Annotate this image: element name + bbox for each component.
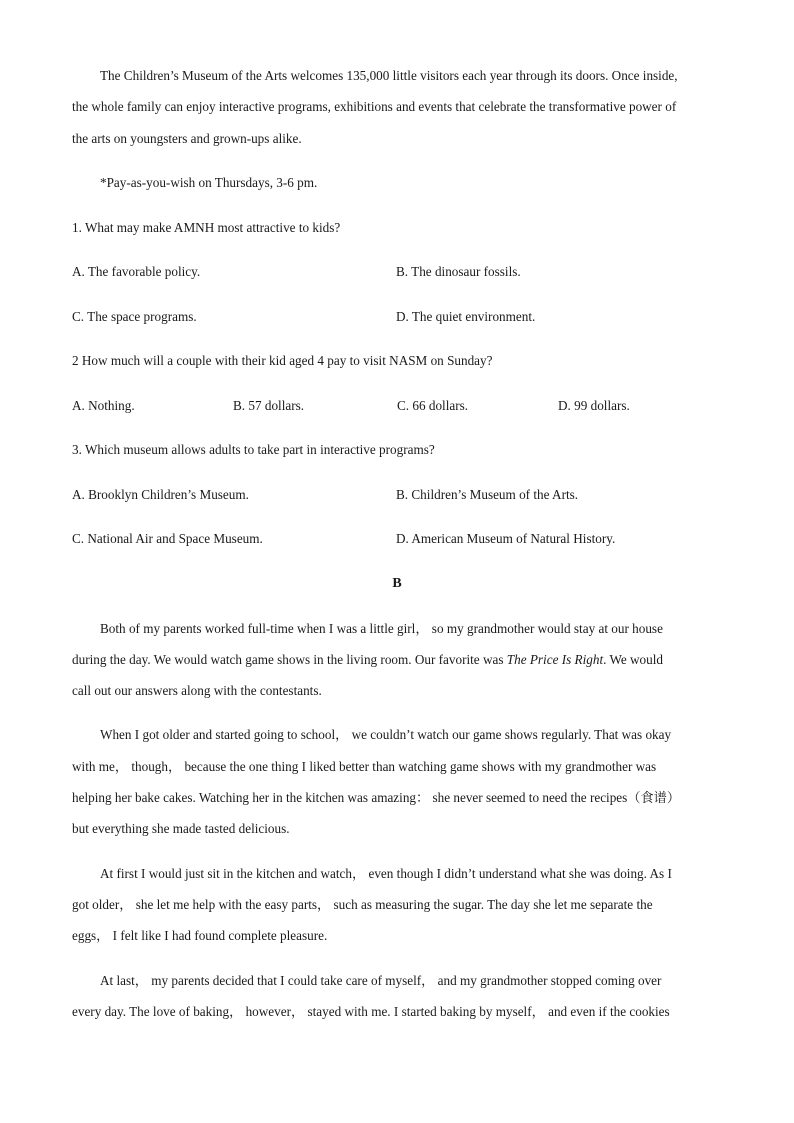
passage-b-p2-line-4: but everything she made tasted delicious. <box>72 821 290 836</box>
intro-line-2: the whole family can enjoy interactive programs, exhibitions and events that celebrate the transformative power of <box>72 99 677 114</box>
p1-line-2-start: during the day. We would watch game shows in the living room. Our favorite was <box>72 652 507 667</box>
passage-b-p4-line-1: At last， my parents decided that I could take care of myself， and my grandmother stopped coming over <box>100 973 662 988</box>
passage-b-p1-line-2 <box>72 652 663 668</box>
passage-b-p3-line-2: got older， she let me help with the easy parts， such as measuring the sugar. The day she let me separate the <box>72 897 653 912</box>
passage-b-p2-line-1: When I got older and started going to school， we couldn’t watch our game shows regularly. That was okay <box>100 727 672 742</box>
passage-b-p3-line-3: eggs， I felt like I had found complete pleasure. <box>72 928 328 943</box>
passage-b-p2-line-3: helping her bake cakes. Watching her in the kitchen was amazing： she never seemed to need the recipes（食谱） <box>72 790 681 805</box>
question-1-option-b: B. The dinosaur fossils. <box>396 264 521 279</box>
question-2-option-c: C. 66 dollars. <box>397 398 469 413</box>
question-1-option-d: D. The quiet environment. <box>396 309 536 324</box>
intro-line-1: The Children’s Museum of the Arts welcomes 135,000 little visitors each year through its doors. Once inside, <box>100 68 678 83</box>
passage-b-p1-line-1: Both of my parents worked full-time when I was a little girl， so my grandmother would stay at our house <box>100 621 663 636</box>
passage-b-p4-line-2: every day. The love of baking， however， stayed with me. I started baking by myself， and even if the cookies <box>72 1004 670 1019</box>
question-3-option-d: D. American Museum of Natural History. <box>396 531 616 546</box>
question-3-option-c: C. National Air and Space Museum. <box>72 531 263 546</box>
intro-note: *Pay-as-you-wish on Thursdays, 3-6 pm. <box>100 175 318 190</box>
intro-line-3: the arts on youngsters and grown-ups alike. <box>72 131 302 146</box>
question-1-option-a: A. The favorable policy. <box>72 264 201 279</box>
question-3-stem: 3. Which museum allows adults to take part in interactive programs? <box>72 442 435 457</box>
question-1-stem: 1. What may make AMNH most attractive to kids? <box>72 220 341 235</box>
question-1-option-c: C. The space programs. <box>72 309 197 324</box>
question-2-option-a: A. Nothing. <box>72 398 135 413</box>
p1-line-2-end: . We would <box>603 652 663 667</box>
question-2-option-d: D. 99 dollars. <box>558 398 630 413</box>
passage-b-p2-line-2: with me， though， because the one thing I liked better than watching game shows with my grandmother was <box>72 759 657 774</box>
passage-b-p1-line-3: call out our answers along with the contestants. <box>72 683 322 698</box>
question-2-option-b: B. 57 dollars. <box>233 398 305 413</box>
question-2-stem: 2 How much will a couple with their kid aged 4 pay to visit NASM on Sunday? <box>72 353 493 368</box>
question-3-option-b: B. Children’s Museum of the Arts. <box>396 487 579 502</box>
question-3-option-a: A. Brooklyn Children’s Museum. <box>72 487 249 502</box>
passage-b-p3-line-1: At first I would just sit in the kitchen and watch， even though I didn’t understand what she was doing. As I <box>100 866 672 881</box>
show-title: The Price Is Right <box>506 652 604 667</box>
section-b-heading: B <box>392 576 402 591</box>
